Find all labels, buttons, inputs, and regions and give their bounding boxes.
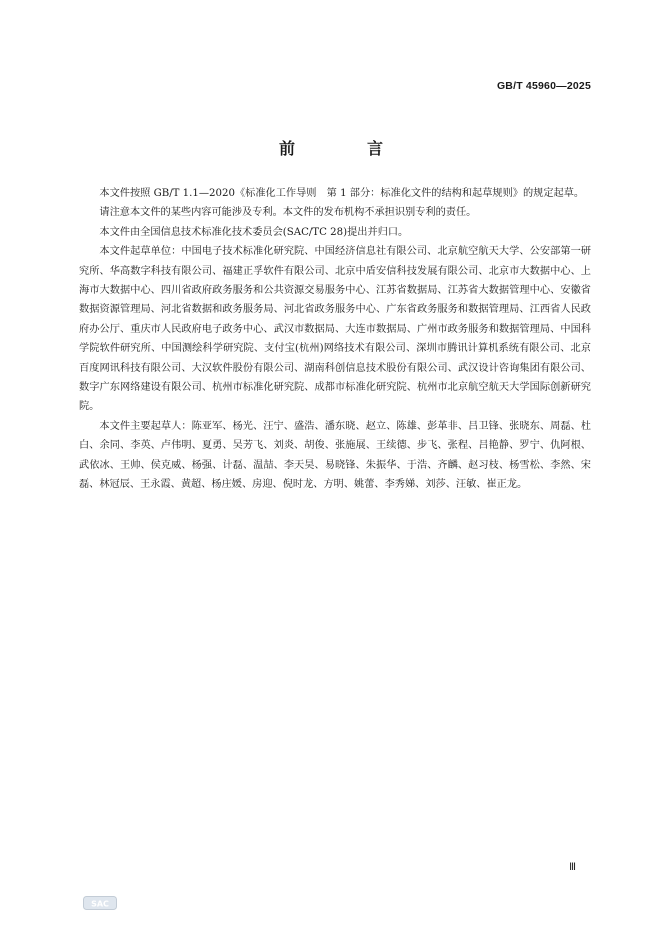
- paragraph-proposer: 本文件由全国信息技术标准化技术委员会(SAC/TC 28)提出并归口。: [99, 226, 409, 238]
- sac-logo-icon: [83, 896, 117, 910]
- paragraph-drafters: 本文件主要起草人：陈亚军、杨光、汪宁、盛浩、潘东晓、赵立、陈雄、彭革非、吕卫锋、张晓东、周磊、杜白、余同、李英、卢伟明、夏勇、吴芳飞、刘炎、胡俊、张施展、王续德、步飞、张程、吕艳静、罗宁、仇阿根、武依冰、王帅、侯克威、杨强、计磊、温喆、李天昊、易晓锋、朱振华、于浩、齐麟、赵习枝、杨雪松、李然、宋磊、林冠辰、王永霞、黄超、杨庄媛、房迎、倪时龙、方明、姚蕾、李秀娣、刘莎、汪敏、崔正龙。: [79, 420, 591, 491]
- paragraph-drafting-units: 本文件起草单位：中国电子技术标准化研究院、中国经济信息社有限公司、北京航空航天大学、公安部第一研究所、华高数字科技有限公司、福建正孚软件有限公司、北京中盾安信科技发展有限公司、北京市大数据中心、上海市大数据中心、四川省政府政务服务和公共资源交易服务中心、江苏省数据局、江苏省大数据管理中心、安徽省数据资源管理局、河北省数据和政务服务局、河北省政务服务中心、广东省政务服务和数据管理局、江西省人民政府办公厅、重庆市人民政府电子政务中心、武汉市数据局、大连市数据局、广州市政务服务和数据管理局、中国科学院软件研究所、中国测绘科学研究院、支付宝(杭州)网络技术有限公司、深圳市腾讯计算机系统有限公司、北京百度网讯科技有限公司、大汉软件股份有限公司、湖南科创信息技术股份有限公司、武汉设计咨询集团有限公司、数字广东网络建设有限公司、杭州市标准化研究院、成都市标准化研究院、杭州市北京航空航天大学国际创新研究院。: [79, 246, 591, 413]
- page-title: 前 言: [278, 139, 411, 158]
- paragraph-patent-notice: 请注意本文件的某些内容可能涉及专利。本文件的发布机构不承担识别专利的责任。: [99, 207, 477, 219]
- foreword-body: [79, 184, 591, 495]
- paragraph-drafting-rules: 本文件按照 GB/T 1.1—2020《标准化工作导则 第 1 部分：标准化文件的结构和起草规则》的规定起草。: [99, 188, 585, 199]
- standard-code: GB/T 45960—2025: [496, 80, 591, 92]
- page-number: Ⅲ: [569, 862, 576, 873]
- svg-text:SAC: SAC: [91, 899, 109, 909]
